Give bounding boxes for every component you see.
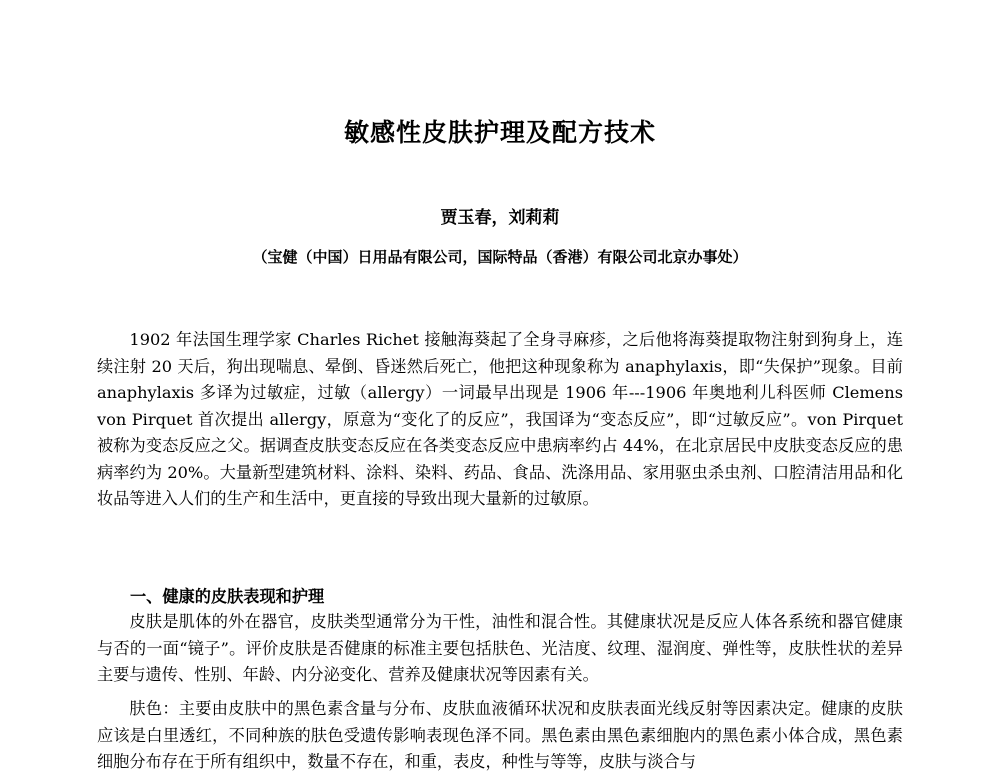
section-paragraph: 肤色：主要由皮肤中的黑色素含量与分布、皮肤血液循环状况和皮肤表面光线反射等因素决定。健康的皮肤应该是白里透红，不同种族的肤色受遗传影响表现色泽不同。黑色素由黑色素细胞内的黑色素小体合成，黑色素细胞分布存在于所有组织中，数量不存在，和重，表皮，种性与等等，皮肤与淡合与 bbox=[97, 699, 903, 771]
author-affiliation: （宝健（中国）日用品有限公司，国际特品（香港）有限公司北京办事处） bbox=[252, 248, 748, 266]
section-heading: 一、健康的皮肤表现和护理 bbox=[130, 587, 325, 606]
intro-paragraph: 1902 年法国生理学家 Charles Richet 接触海葵起了全身寻麻疹，之后他将海葵提取物注射到狗身上，连续注射 20 天后，狗出现喘息、晕倒、昏迷然后死亡，他把这种现象称为 anaphylaxis，即“失保护”现象。目前 anaphylaxis 多译为过敏症，过敏（allergy）一词最早出现是 1906 年---1906 年奥地利儿科医师 Clemens von Pirquet 首次提出 allergy，原意为“变化了的反应”，我国译为“变态反应”，即“过敏反应”。von Pirquet 被称为变态反应之父。据调查皮肤变态反应在各类变态反应中患病率约占 44%，在北京居民中皮肤变态反应的患病率约为 20%。大量新型建筑材料、涂料、染料、药品、食品、洗涤用品、家用驱虫杀虫剂、口腔清洁用品和化妆品等进入人们的生产和生活中，更直接的导致出现大量新的过敏原。 bbox=[97, 330, 903, 508]
author-list: 贾玉春，刘莉莉 bbox=[440, 208, 560, 228]
paper-title: 敏感性皮肤护理及配方技术 bbox=[343, 118, 656, 147]
section-paragraph: 皮肤是肌体的外在器官，皮肤类型通常分为干性，油性和混合性。其健康状况是反应人体各系统和器官健康与否的一面“镜子”。评价皮肤是否健康的标准主要包括肤色、光洁度、纹理、湿润度、弹性等，皮肤性状的差异主要与遗传、性别、年龄、内分泌变化、营养及健康状况等因素有关。 bbox=[97, 612, 903, 684]
